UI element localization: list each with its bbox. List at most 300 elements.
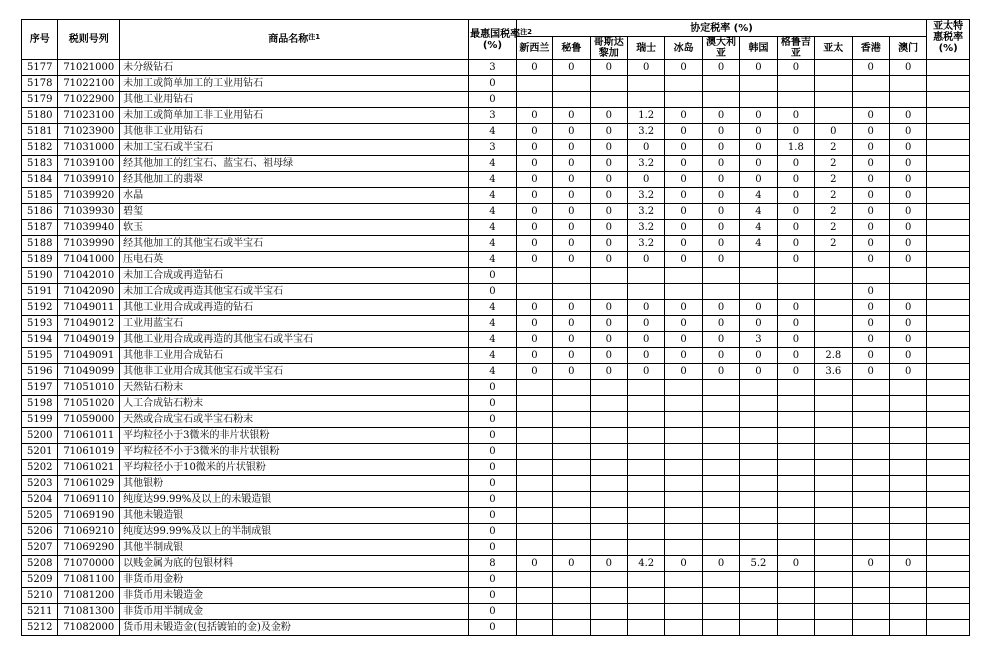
cell-rate (627, 604, 664, 620)
cell-rate: 0 (702, 188, 739, 204)
cell-rate (889, 268, 926, 284)
cell-mfn: 0 (469, 444, 517, 460)
cell-rate (815, 412, 852, 428)
cell-rate (852, 76, 889, 92)
cell-rate: 0 (553, 188, 590, 204)
cell-seq: 5191 (22, 284, 58, 300)
cell-rate (889, 620, 926, 636)
cell-seq: 5210 (22, 588, 58, 604)
header-country: 秘鲁 (553, 37, 590, 60)
cell-rate: 0 (590, 60, 627, 76)
cell-rate (665, 380, 702, 396)
cell-seq: 5205 (22, 508, 58, 524)
cell-rate (590, 604, 627, 620)
cell-name: 经其他加工的翡翠 (120, 172, 469, 188)
cell-mfn: 0 (469, 476, 517, 492)
cell-rate (815, 332, 852, 348)
cell-name: 以贱金属为底的包银材料 (120, 556, 469, 572)
cell-code: 71049091 (58, 348, 120, 364)
cell-special (927, 108, 970, 124)
cell-rate (516, 604, 552, 620)
cell-mfn: 4 (469, 348, 517, 364)
cell-rate: 0 (777, 236, 814, 252)
cell-rate (852, 588, 889, 604)
cell-mfn: 0 (469, 412, 517, 428)
cell-special (927, 428, 970, 444)
table-row (22, 524, 970, 540)
cell-rate (777, 284, 814, 300)
cell-rate (740, 620, 777, 636)
cell-rate (889, 428, 926, 444)
cell-code: 71061029 (58, 476, 120, 492)
cell-name: 人工合成钻石粉末 (120, 396, 469, 412)
cell-rate: 2 (815, 172, 852, 188)
cell-rate (553, 380, 590, 396)
cell-rate (665, 76, 702, 92)
cell-rate (516, 92, 552, 108)
cell-code: 71049011 (58, 300, 120, 316)
header-mfn-label: 最惠国税率 (470, 28, 521, 40)
cell-rate (665, 620, 702, 636)
cell-rate (740, 572, 777, 588)
cell-rate: 0 (852, 172, 889, 188)
table-row (22, 508, 970, 524)
cell-rate: 0 (516, 300, 552, 316)
header-apta-special: 亚太特惠税率(%) (927, 20, 970, 60)
cell-name: 其他工业用合成或再造的钻石 (120, 300, 469, 316)
cell-code: 71051020 (58, 396, 120, 412)
cell-rate: 0 (740, 172, 777, 188)
cell-rate (740, 492, 777, 508)
cell-rate: 0 (740, 300, 777, 316)
cell-rate: 0 (777, 204, 814, 220)
cell-rate (590, 620, 627, 636)
cell-rate (627, 92, 664, 108)
cell-rate: 4 (740, 236, 777, 252)
cell-rate: 0 (627, 316, 664, 332)
cell-rate: 0 (852, 124, 889, 140)
table-row (22, 188, 970, 204)
cell-rate (590, 396, 627, 412)
cell-rate: 4 (740, 204, 777, 220)
cell-rate (553, 396, 590, 412)
cell-rate: 3.2 (627, 156, 664, 172)
cell-mfn: 0 (469, 524, 517, 540)
cell-rate: 0 (553, 172, 590, 188)
cell-rate: 0 (553, 204, 590, 220)
cell-mfn: 0 (469, 76, 517, 92)
cell-rate: 0 (852, 60, 889, 76)
cell-seq: 5184 (22, 172, 58, 188)
cell-rate (553, 92, 590, 108)
cell-rate (852, 476, 889, 492)
cell-rate (627, 508, 664, 524)
cell-rate (553, 428, 590, 444)
cell-rate (740, 92, 777, 108)
cell-rate (516, 460, 552, 476)
cell-rate (590, 444, 627, 460)
cell-code: 71049019 (58, 332, 120, 348)
cell-rate (815, 444, 852, 460)
cell-name: 天然钻石粉末 (120, 380, 469, 396)
cell-rate: 0 (553, 348, 590, 364)
header-country: 冰岛 (665, 37, 702, 60)
cell-seq: 5207 (22, 540, 58, 556)
cell-rate (740, 284, 777, 300)
cell-rate: 3.2 (627, 220, 664, 236)
cell-rate (665, 508, 702, 524)
cell-seq: 5194 (22, 332, 58, 348)
cell-rate: 0 (627, 364, 664, 380)
cell-rate (740, 268, 777, 284)
cell-name: 天然或合成宝石或半宝石粉末 (120, 412, 469, 428)
cell-rate (590, 540, 627, 556)
cell-rate (702, 380, 739, 396)
cell-name: 其他工业用合成或再造的其他宝石或半宝石 (120, 332, 469, 348)
cell-rate (777, 476, 814, 492)
cell-rate (665, 284, 702, 300)
cell-name: 纯度达99.99%及以上的未锻造银 (120, 492, 469, 508)
cell-rate (627, 396, 664, 412)
cell-rate (740, 588, 777, 604)
cell-code: 71059000 (58, 412, 120, 428)
cell-code: 71039930 (58, 204, 120, 220)
cell-code: 71069190 (58, 508, 120, 524)
cell-rate: 0 (889, 188, 926, 204)
cell-rate (889, 396, 926, 412)
cell-mfn: 3 (469, 60, 517, 76)
cell-rate (852, 380, 889, 396)
cell-mfn: 0 (469, 508, 517, 524)
cell-rate (852, 444, 889, 460)
cell-rate: 0 (889, 172, 926, 188)
cell-special (927, 364, 970, 380)
cell-rate (815, 588, 852, 604)
cell-rate: 0 (553, 300, 590, 316)
cell-name: 平均粒径小于10微米的片状银粉 (120, 460, 469, 476)
cell-rate (553, 460, 590, 476)
table-row (22, 220, 970, 236)
cell-rate: 0 (777, 252, 814, 268)
cell-rate (627, 460, 664, 476)
cell-rate (889, 492, 926, 508)
cell-rate: 0 (889, 204, 926, 220)
header-agreement: 协定税率 (%) (516, 20, 927, 37)
cell-rate (815, 540, 852, 556)
cell-rate (516, 444, 552, 460)
cell-rate (889, 284, 926, 300)
cell-name: 碧玺 (120, 204, 469, 220)
cell-special (927, 412, 970, 428)
cell-rate (702, 572, 739, 588)
cell-special (927, 300, 970, 316)
header-country: 亚太 (815, 37, 852, 60)
cell-code: 71031000 (58, 140, 120, 156)
cell-seq: 5212 (22, 620, 58, 636)
cell-rate (777, 508, 814, 524)
cell-rate (553, 588, 590, 604)
cell-rate: 0 (590, 300, 627, 316)
cell-rate: 0 (516, 220, 552, 236)
cell-seq: 5181 (22, 124, 58, 140)
cell-rate (516, 428, 552, 444)
cell-name: 其他非工业用钻石 (120, 124, 469, 140)
cell-rate: 0 (516, 108, 552, 124)
cell-rate: 0 (590, 156, 627, 172)
cell-code: 71039940 (58, 220, 120, 236)
cell-mfn: 0 (469, 268, 517, 284)
cell-rate: 0 (665, 252, 702, 268)
cell-rate (815, 396, 852, 412)
cell-mfn: 0 (469, 428, 517, 444)
cell-seq: 5197 (22, 380, 58, 396)
cell-mfn: 3 (469, 108, 517, 124)
cell-rate (702, 268, 739, 284)
cell-special (927, 236, 970, 252)
cell-rate (815, 380, 852, 396)
cell-mfn: 0 (469, 620, 517, 636)
table-row (22, 284, 970, 300)
cell-rate: 0 (665, 108, 702, 124)
table-row (22, 348, 970, 364)
table-header (22, 20, 970, 60)
header-country: 瑞士 (627, 37, 664, 60)
cell-rate: 0 (590, 332, 627, 348)
cell-rate (553, 76, 590, 92)
cell-rate: 2 (815, 140, 852, 156)
table-row (22, 156, 970, 172)
cell-rate (553, 508, 590, 524)
cell-rate (553, 620, 590, 636)
header-mfn (469, 20, 533, 60)
cell-name: 非货币用未锻造金 (120, 588, 469, 604)
cell-rate (740, 540, 777, 556)
cell-rate: 2 (815, 204, 852, 220)
cell-rate: 0 (740, 316, 777, 332)
table-row (22, 92, 970, 108)
cell-code: 71022100 (58, 76, 120, 92)
cell-rate (777, 380, 814, 396)
cell-rate (702, 524, 739, 540)
cell-rate: 0 (516, 364, 552, 380)
cell-special (927, 444, 970, 460)
cell-rate (702, 412, 739, 428)
cell-rate (702, 508, 739, 524)
cell-rate (553, 268, 590, 284)
cell-rate (590, 460, 627, 476)
cell-mfn: 4 (469, 124, 517, 140)
cell-name: 其他银粉 (120, 476, 469, 492)
cell-rate: 0 (702, 332, 739, 348)
cell-rate: 0 (590, 316, 627, 332)
cell-rate: 0 (665, 300, 702, 316)
cell-rate: 0 (665, 236, 702, 252)
cell-name: 其他未锻造银 (120, 508, 469, 524)
cell-rate (702, 284, 739, 300)
cell-rate: 0 (852, 140, 889, 156)
cell-rate: 0 (553, 556, 590, 572)
cell-rate: 0 (889, 556, 926, 572)
cell-name: 未加工宝石或半宝石 (120, 140, 469, 156)
cell-rate (740, 444, 777, 460)
cell-name: 非货币用半制成金 (120, 604, 469, 620)
cell-rate: 0 (590, 124, 627, 140)
cell-rate: 1.8 (777, 140, 814, 156)
cell-rate: 3 (740, 332, 777, 348)
cell-rate (852, 604, 889, 620)
cell-name: 其他非工业用合成其他宝石或半宝石 (120, 364, 469, 380)
cell-rate (815, 268, 852, 284)
cell-rate (665, 540, 702, 556)
cell-rate (702, 620, 739, 636)
cell-rate: 5.2 (740, 556, 777, 572)
cell-rate: 0 (777, 300, 814, 316)
cell-name: 未加工合成或再造其他宝石或半宝石 (120, 284, 469, 300)
cell-special (927, 172, 970, 188)
cell-mfn: 0 (469, 540, 517, 556)
cell-code: 71039990 (58, 236, 120, 252)
cell-rate (516, 620, 552, 636)
header-code: 税则号列 (58, 20, 120, 60)
table-row (22, 540, 970, 556)
cell-rate: 0 (889, 156, 926, 172)
cell-mfn: 0 (469, 572, 517, 588)
cell-rate (665, 492, 702, 508)
cell-rate: 0 (852, 284, 889, 300)
cell-rate: 1.2 (627, 108, 664, 124)
cell-name: 其他半制成银 (120, 540, 469, 556)
cell-code: 71023100 (58, 108, 120, 124)
cell-rate: 0 (702, 204, 739, 220)
cell-rate: 0 (516, 140, 552, 156)
cell-rate (627, 412, 664, 428)
table-row (22, 460, 970, 476)
cell-code: 71069110 (58, 492, 120, 508)
cell-code: 71039910 (58, 172, 120, 188)
cell-rate (702, 540, 739, 556)
cell-seq: 5189 (22, 252, 58, 268)
table-row (22, 588, 970, 604)
cell-rate: 0 (516, 188, 552, 204)
cell-rate: 0 (777, 332, 814, 348)
cell-mfn: 4 (469, 316, 517, 332)
cell-rate (665, 460, 702, 476)
table-row (22, 476, 970, 492)
cell-rate (627, 428, 664, 444)
cell-rate (815, 284, 852, 300)
cell-rate (590, 380, 627, 396)
cell-seq: 5209 (22, 572, 58, 588)
cell-rate (590, 428, 627, 444)
table-row (22, 572, 970, 588)
cell-rate: 0 (777, 348, 814, 364)
cell-rate: 0 (852, 316, 889, 332)
cell-rate: 0 (702, 60, 739, 76)
cell-rate: 0 (590, 220, 627, 236)
cell-rate (553, 284, 590, 300)
cell-rate (852, 492, 889, 508)
tariff-table (21, 19, 970, 636)
cell-rate: 0 (889, 364, 926, 380)
cell-rate (702, 492, 739, 508)
cell-rate (740, 380, 777, 396)
cell-mfn: 0 (469, 588, 517, 604)
cell-seq: 5211 (22, 604, 58, 620)
cell-rate (889, 524, 926, 540)
cell-rate (815, 604, 852, 620)
table-row (22, 604, 970, 620)
table-row (22, 428, 970, 444)
cell-seq: 5192 (22, 300, 58, 316)
cell-seq: 5196 (22, 364, 58, 380)
cell-rate: 0 (852, 220, 889, 236)
cell-rate: 0 (777, 364, 814, 380)
table-row (22, 172, 970, 188)
cell-rate: 0 (627, 140, 664, 156)
cell-seq: 5203 (22, 476, 58, 492)
cell-rate: 0 (516, 556, 552, 572)
cell-mfn: 4 (469, 364, 517, 380)
cell-rate: 0 (590, 188, 627, 204)
cell-mfn: 4 (469, 172, 517, 188)
tariff-table-container (21, 19, 970, 636)
cell-rate (627, 588, 664, 604)
table-row (22, 412, 970, 428)
cell-rate: 0 (665, 332, 702, 348)
cell-rate: 0 (590, 556, 627, 572)
cell-rate (665, 524, 702, 540)
cell-mfn: 0 (469, 92, 517, 108)
cell-rate: 0 (665, 172, 702, 188)
header-mfn-note: 注2 (520, 27, 533, 36)
cell-rate (777, 92, 814, 108)
cell-rate: 3.2 (627, 124, 664, 140)
cell-rate: 2.8 (815, 348, 852, 364)
cell-rate (516, 540, 552, 556)
cell-name: 经其他加工的红宝石、蓝宝石、祖母绿 (120, 156, 469, 172)
cell-rate (590, 572, 627, 588)
cell-code: 71042010 (58, 268, 120, 284)
cell-name: 水晶 (120, 188, 469, 204)
cell-mfn: 4 (469, 188, 517, 204)
cell-rate: 0 (702, 252, 739, 268)
cell-rate: 0 (740, 60, 777, 76)
cell-rate (815, 428, 852, 444)
cell-rate (777, 524, 814, 540)
cell-rate (815, 492, 852, 508)
cell-rate: 0 (889, 300, 926, 316)
cell-special (927, 252, 970, 268)
cell-rate (815, 524, 852, 540)
cell-seq: 5182 (22, 140, 58, 156)
table-row (22, 620, 970, 636)
header-country: 哥斯达黎加 (590, 37, 627, 60)
cell-rate (627, 492, 664, 508)
cell-rate (553, 540, 590, 556)
cell-special (927, 540, 970, 556)
cell-rate: 0 (852, 204, 889, 220)
cell-seq: 5178 (22, 76, 58, 92)
cell-rate (665, 396, 702, 412)
cell-rate: 0 (553, 124, 590, 140)
cell-rate: 0 (777, 172, 814, 188)
cell-rate: 0 (852, 236, 889, 252)
cell-rate: 0 (590, 172, 627, 188)
cell-rate (889, 476, 926, 492)
header-country: 韩国 (740, 37, 777, 60)
header-mfn-unit: (%) (482, 39, 503, 51)
cell-code: 71061021 (58, 460, 120, 476)
